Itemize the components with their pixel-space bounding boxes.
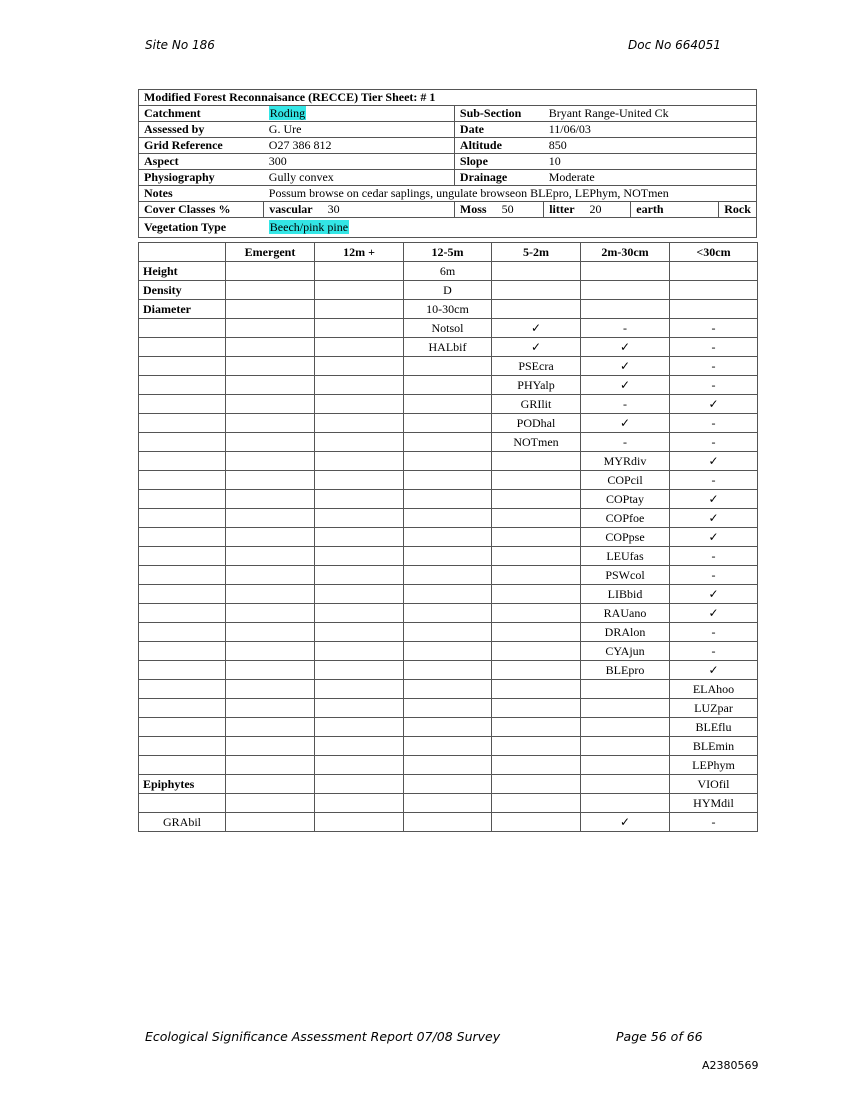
table-cell [226,623,315,642]
table-cell [315,718,404,737]
table-cell: - [670,813,758,832]
table-cell [492,680,581,699]
table-cell: ✓ [670,490,758,509]
row-label: Height [139,262,226,281]
table-cell [492,718,581,737]
column-header: 5-2m [492,243,581,262]
table-cell: - [581,395,670,414]
table-cell [226,452,315,471]
row-label [139,680,226,699]
vegetation-tier-table [138,242,758,832]
table-cell [492,490,581,509]
row-label [139,395,226,414]
row-label [139,737,226,756]
table-cell: LEUfas [581,547,670,566]
table-cell [226,490,315,509]
table-cell: - [581,319,670,338]
table-cell: D [404,281,492,300]
table-cell: LEPhym [670,756,758,775]
table-row [139,376,758,395]
table-cell [492,604,581,623]
table-cell: - [670,357,758,376]
table-cell [226,471,315,490]
report-title: Ecological Significance Assessment Report 07/08 Survey [145,1029,501,1044]
table-row [139,490,758,509]
table-cell [581,680,670,699]
table-cell: - [670,547,758,566]
table-cell [315,794,404,813]
earth-label: earth [631,202,719,218]
table-row [139,756,758,775]
table-cell [492,813,581,832]
row-label [139,414,226,433]
row-label [139,452,226,471]
table-cell [315,566,404,585]
table-cell [581,756,670,775]
table-cell: ✓ [670,661,758,680]
row-label [139,490,226,509]
table-row [139,566,758,585]
moss-cell [454,202,543,218]
table-cell [404,528,492,547]
table-cell: ✓ [492,319,581,338]
table-cell: - [670,566,758,585]
table-cell [226,775,315,794]
table-cell [315,509,404,528]
table-cell [315,490,404,509]
table-cell [581,737,670,756]
table-cell: PHYalp [492,376,581,395]
table-cell [226,604,315,623]
table-cell: HALbif [404,338,492,357]
table-cell [226,319,315,338]
table-cell: BLEflu [670,718,758,737]
table-cell: ✓ [670,509,758,528]
table-cell [226,414,315,433]
table-cell [226,642,315,661]
table-cell [492,566,581,585]
vegetation-type-value: Beech/pink pine [269,220,349,234]
table-cell: ✓ [581,338,670,357]
column-header: Emergent [226,243,315,262]
table-cell [315,642,404,661]
table-cell [492,642,581,661]
table-row [139,585,758,604]
table-row [139,775,758,794]
table-cell: PSEcra [492,357,581,376]
table-cell [492,737,581,756]
slope-label: Slope [454,154,543,170]
table-cell [226,794,315,813]
table-cell: 10-30cm [404,300,492,319]
table-cell: HYMdil [670,794,758,813]
table-cell [404,414,492,433]
table-cell [492,756,581,775]
table-cell [315,414,404,433]
table-cell: ✓ [670,604,758,623]
moss-value: 50 [501,202,514,216]
table-cell [226,338,315,357]
table-cell [404,547,492,566]
table-cell: BLEpro [581,661,670,680]
table-row [139,680,758,699]
table-cell: ✓ [581,414,670,433]
subsection-value: Bryant Range-United Ck [544,106,757,122]
table-cell [226,376,315,395]
table-row [139,528,758,547]
table-cell [581,794,670,813]
table-cell: 6m [404,262,492,281]
table-cell [581,699,670,718]
table-row [139,604,758,623]
table-cell [315,452,404,471]
table-cell [404,718,492,737]
table-cell: ✓ [581,813,670,832]
date-label: Date [454,122,543,138]
recce-header-table [138,89,757,238]
table-cell: - [670,319,758,338]
table-cell [492,300,581,319]
table-row [139,813,758,832]
site-number: Site No 186 [145,38,215,52]
table-row [139,281,758,300]
row-label [139,566,226,585]
table-cell [404,756,492,775]
grid-label: Grid Reference [139,138,264,154]
table-cell [315,623,404,642]
row-label [139,338,226,357]
table-cell [492,262,581,281]
row-label [139,756,226,775]
litter-value: 20 [589,202,602,216]
table-cell [581,300,670,319]
row-label [139,509,226,528]
table-row [139,718,758,737]
table-cell [404,509,492,528]
table-cell: RAUano [581,604,670,623]
table-row [139,300,758,319]
table-cell: - [670,414,758,433]
aspect-label: Aspect [139,154,264,170]
row-label [139,699,226,718]
table-cell [404,794,492,813]
table-cell [226,357,315,376]
table-cell: LUZpar [670,699,758,718]
table-cell [226,699,315,718]
table-cell [315,281,404,300]
slope-value: 10 [544,154,757,170]
page-number: Page 56 of 66 [616,1029,703,1044]
table-cell [404,395,492,414]
table-row [139,319,758,338]
table-row [139,623,758,642]
row-label [139,376,226,395]
table-cell [670,262,758,281]
row-label [139,623,226,642]
table-cell: COPfoe [581,509,670,528]
subsection-label: Sub-Section [454,106,543,122]
table-cell [315,547,404,566]
drainage-value: Moderate [544,170,757,186]
row-label [139,794,226,813]
table-cell: - [670,471,758,490]
table-cell [404,699,492,718]
table-cell: - [581,433,670,452]
row-label [139,433,226,452]
table-cell [670,300,758,319]
litter-label: litter [549,202,575,216]
table-cell [315,395,404,414]
table-cell: COPtay [581,490,670,509]
table-cell [226,262,315,281]
table-cell: - [670,338,758,357]
table-cell: COPpse [581,528,670,547]
grid-value: O27 386 812 [264,138,455,154]
altitude-label: Altitude [454,138,543,154]
table-cell: ✓ [670,585,758,604]
table-cell [226,566,315,585]
table-cell [315,357,404,376]
table-cell [226,756,315,775]
table-cell [404,452,492,471]
cover-classes-label: Cover Classes % [139,202,264,218]
table-cell [226,300,315,319]
table-row [139,338,758,357]
table-row [139,737,758,756]
table-cell: - [670,433,758,452]
table-cell [315,338,404,357]
table-cell: - [670,376,758,395]
table-cell [226,813,315,832]
row-label: Epiphytes [139,775,226,794]
row-label [139,661,226,680]
table-cell [315,300,404,319]
table-cell [404,661,492,680]
vascular-cell [264,202,455,218]
physiography-label: Physiography [139,170,264,186]
row-label [139,642,226,661]
table-cell [492,281,581,300]
table-cell [315,319,404,338]
table-cell: ✓ [670,452,758,471]
table-cell [492,509,581,528]
table-cell [404,433,492,452]
table-cell [492,775,581,794]
aspect-value: 300 [264,154,455,170]
table-cell [315,471,404,490]
table-cell [315,756,404,775]
date-value: 11/06/03 [544,122,757,138]
table-cell [315,585,404,604]
table-cell [404,566,492,585]
table-cell: NOTmen [492,433,581,452]
table-cell [404,813,492,832]
table-row [139,794,758,813]
table-cell [404,471,492,490]
table-cell: ✓ [670,528,758,547]
table-cell [404,357,492,376]
table-row [139,357,758,376]
tier-header-row [139,243,758,262]
row-label [139,528,226,547]
drainage-label: Drainage [454,170,543,186]
table-cell: - [670,623,758,642]
assessed-value: G. Ure [264,122,455,138]
table-cell [492,471,581,490]
notes-label: Notes [139,186,264,202]
row-label [139,471,226,490]
column-header [139,243,226,262]
table-cell [226,281,315,300]
table-cell [404,642,492,661]
table-row [139,262,758,281]
table-cell: BLEmin [670,737,758,756]
table-cell [315,262,404,281]
table-cell: ✓ [581,376,670,395]
table-cell: PODhal [492,414,581,433]
vegetation-type-label: Vegetation Type [139,218,264,238]
vascular-value: 30 [327,202,340,216]
row-label [139,547,226,566]
table-cell: - [670,642,758,661]
table-cell [581,281,670,300]
row-label [139,718,226,737]
table-cell [315,528,404,547]
table-cell [404,585,492,604]
catchment-label: Catchment [139,106,264,122]
table-row [139,471,758,490]
notes-value: Possum browse on cedar saplings, ungulate browseon BLEpro, LEPhym, NOTmen [264,186,757,202]
table-cell: Notsol [404,319,492,338]
table-cell [315,661,404,680]
table-row [139,642,758,661]
table-cell: ✓ [581,357,670,376]
table-cell [492,585,581,604]
table-cell: PSWcol [581,566,670,585]
table-row [139,699,758,718]
table-cell [226,547,315,566]
table-row [139,414,758,433]
table-cell [226,737,315,756]
table-cell [226,509,315,528]
column-header: <30cm [670,243,758,262]
row-label [139,319,226,338]
table-cell [315,813,404,832]
row-label [139,585,226,604]
table-cell: ELAhoo [670,680,758,699]
doc-number: Doc No 664051 [628,38,721,52]
row-label: GRAbil [139,813,226,832]
table-cell [404,775,492,794]
sheet-title: Modified Forest Reconnaisance (RECCE) Tier Sheet: # 1 [139,90,757,106]
table-cell [226,433,315,452]
row-label: Density [139,281,226,300]
table-cell: VIOfil [670,775,758,794]
table-cell [226,718,315,737]
table-row [139,395,758,414]
table-cell: GRIlit [492,395,581,414]
table-cell [315,775,404,794]
table-cell [581,262,670,281]
table-cell [315,376,404,395]
table-cell [492,452,581,471]
table-cell [581,775,670,794]
table-cell [315,699,404,718]
table-cell [315,680,404,699]
table-cell [492,699,581,718]
table-cell [315,433,404,452]
table-cell [404,490,492,509]
table-cell [581,718,670,737]
document-code: A2380569 [702,1059,759,1072]
catchment-value: Roding [269,106,306,120]
altitude-value: 850 [544,138,757,154]
table-cell [404,623,492,642]
table-row [139,452,758,471]
table-cell: ✓ [670,395,758,414]
row-label: Diameter [139,300,226,319]
table-cell: CYAjun [581,642,670,661]
table-cell [226,585,315,604]
litter-cell [544,202,631,218]
table-cell [670,281,758,300]
table-cell [226,395,315,414]
column-header: 2m-30cm [581,243,670,262]
table-cell [492,547,581,566]
table-cell [226,680,315,699]
table-row [139,509,758,528]
table-cell [315,737,404,756]
table-cell [492,528,581,547]
table-cell: LIBbid [581,585,670,604]
table-cell [404,680,492,699]
vascular-label: vascular [269,202,313,216]
column-header: 12m + [315,243,404,262]
table-cell: ✓ [492,338,581,357]
table-cell [492,794,581,813]
moss-label: Moss [459,202,487,216]
table-cell [226,661,315,680]
row-label [139,357,226,376]
table-cell [404,376,492,395]
table-cell [404,737,492,756]
table-cell [492,623,581,642]
table-row [139,547,758,566]
physiography-value: Gully convex [264,170,455,186]
table-row [139,661,758,680]
rock-label: Rock [719,202,757,218]
assessed-label: Assessed by [139,122,264,138]
table-cell: COPcil [581,471,670,490]
table-cell [404,604,492,623]
table-cell [315,604,404,623]
table-cell: MYRdiv [581,452,670,471]
table-cell [226,528,315,547]
table-cell [492,661,581,680]
row-label [139,604,226,623]
column-header: 12-5m [404,243,492,262]
table-row [139,433,758,452]
table-cell: DRAlon [581,623,670,642]
